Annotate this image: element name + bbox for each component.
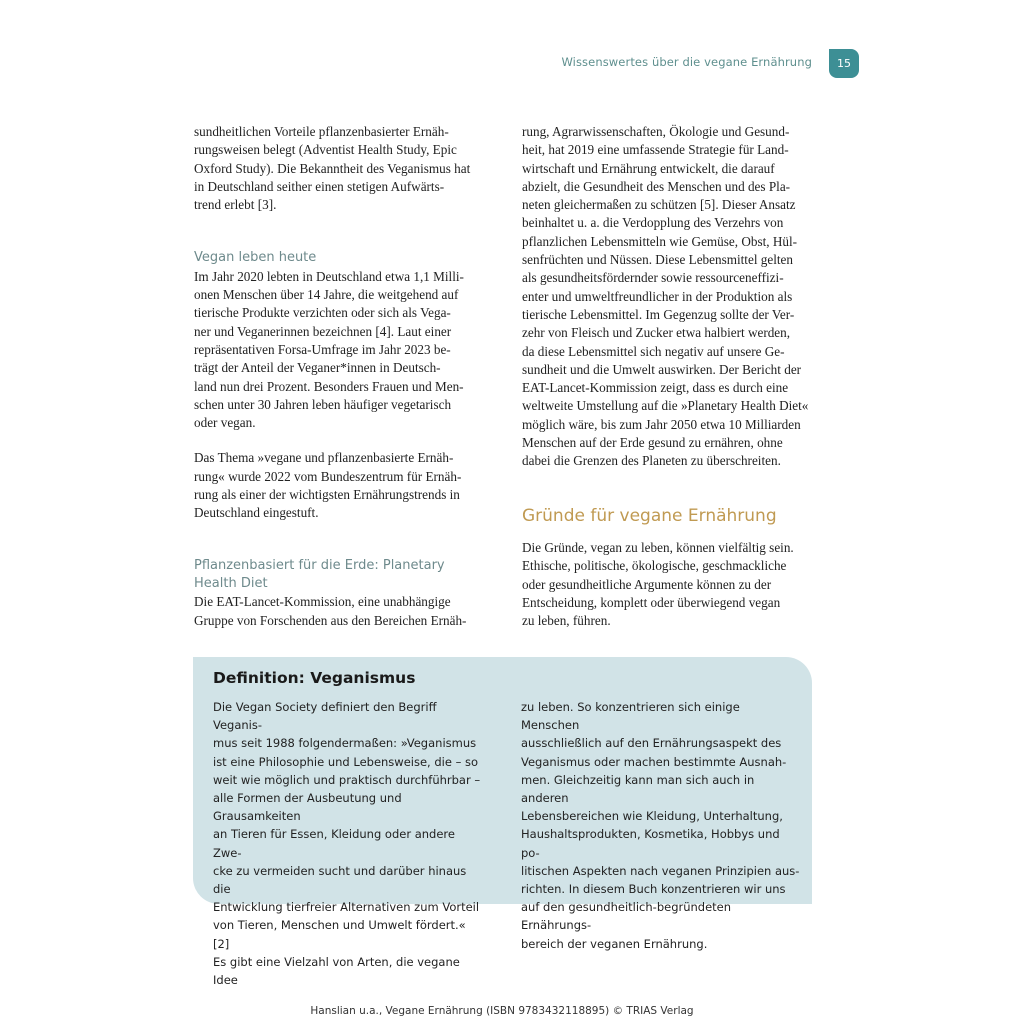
definition-box-title: Definition: Veganismus [213, 669, 416, 687]
thema-paragraph: Das Thema »vegane und pflanzenbasierte Ernäh- rung« wurde 2022 vom Bundeszentrum für Ernäh- rung als einer der wichtigsten Ernährungstrends in Deutschland eingestuft. [194, 450, 462, 521]
right-column [522, 123, 822, 630]
left-column [194, 123, 494, 630]
vegan-heute-paragraph: Im Jahr 2020 lebten in Deutschland etwa 1,1 Milli- onen Menschen über 14 Jahre, die weitgehend auf tierische Produkte verzichten oder sich als Vega- ner und Veganerinnen bezeichnen [4]. Laut einer repräsentativen Forsa-Umfrage im Jahr 2023 be- trägt der Anteil der Veganer*innen in Deutsch- land nun drei Prozent. Besonders Frauen und Men- schen unter 30 Jahren leben häufiger vegetarisch oder vegan. [194, 268, 464, 431]
planetary-paragraph: Die EAT-Lancet-Kommission, eine unabhängige Gruppe von Forschenden aus den Bereichen Ernäh- [194, 594, 467, 628]
page-number-badge: 15 [829, 49, 859, 78]
section-title-gruende: Gründe für vegane Ernährung [522, 505, 777, 526]
subhead-vegan-leben-heute: Vegan leben heute [194, 250, 317, 266]
intro-paragraph: sundheitlichen Vorteile pflanzenbasierter Ernäh- rungsweisen belegt (Adventist Health Study, Epic Oxford Study). Die Bekanntheit des Veganismus hat in Deutschland seither einen stetigen Aufwärts- trend erlebt [3]. [194, 124, 471, 213]
definition-text-right: zu leben. So konzentrieren sich einige Menschen ausschließlich auf den Ernährungsaspekt des Veganismus oder machen bestimmte Ausnah- men. Gleichzeitig kann man sich auch in anderen Lebensbereichen wie Kleidung, Unterhaltung, Haushaltsprodukten, Kosmetika, Hobbys und po- litischen Aspekten nach veganen Prinzipien aus- richten. In diesem Buch konzentrieren wir uns auf den gesundheitlich-begründeten Ernährungs- bereich der veganen Ernährung. [521, 700, 800, 951]
definition-text-left: Die Vegan Society definiert den Begriff Veganis- mus seit 1988 folgendermaßen: »Veganismus ist eine Philosophie und Lebensweise, die – so weit wie möglich und praktisch durchführbar – alle Formen der Ausbeutung und Grausamkeiten an Tieren für Essen, Kleidung oder andere Zwe- cke zu vermeiden sucht und darüber hinaus die Entwicklung tierfreier Alternativen zum Vorteil von Tieren, Menschen und Umwelt fördert.« [2] Es gibt eine Vielzahl von Arten, die vegane Idee [213, 700, 481, 988]
running-header: Wissenswertes über die vegane Ernährung [561, 55, 812, 69]
page-footer: Hanslian u.a., Vegane Ernährung (ISBN 9783432118895) © TRIAS Verlag [310, 1005, 694, 1017]
definition-box-left-column [213, 698, 483, 989]
subhead-planetary-health-diet: Pflanzenbasiert für die Erde: Planetary Health Diet [194, 557, 445, 591]
definition-box-right-column [521, 698, 801, 953]
planetary-continued-paragraph: rung, Agrarwissenschaften, Ökologie und Gesund- heit, hat 2019 eine umfassende Strategie für Land- wirtschaft und Ernährung entwickelt, die darauf abzielt, die Gesundheit des Menschen und des Pla- neten gleichermaßen zu schützen [5]. Dieser Ansatz beinhaltet u. a. die Verdopplung des Verzehrs von pflanzlichen Lebensmitteln wie Gemüse, Obst, Hül- senfrüchten und Nüssen. Diese Lebensmittel gelten als gesundheitsfördernder sowie ressourceneffizi- enter und umweltfreundlicher in der Produktion als tierische Lebensmittel. Im Gegenzug sollte der Ver- zehr von Fleisch und Zucker etwa halbiert werden, da diese Lebensmittel sich negativ auf unsere Ge- sundheit und die Umwelt auswirken. Der Bericht der EAT-Lancet-Kommission zeigt, dass es durch eine weltweite Umstellung auf die »Planetary Health Diet« möglich wäre, bis zum Jahr 2050 etwa 10 Milliarden Menschen auf der Erde gesund zu ernähren, ohne dabei die Grenzen des Planeten zu überschreiten. [522, 124, 809, 469]
gruende-paragraph: Die Gründe, vegan zu leben, können vielfältig sein. Ethische, politische, ökologische, geschmackliche oder gesundheitliche Argumente können zu der Entscheidung, komplett oder überwiegend vegan zu leben, führen. [522, 539, 794, 629]
definition-box [193, 657, 812, 988]
